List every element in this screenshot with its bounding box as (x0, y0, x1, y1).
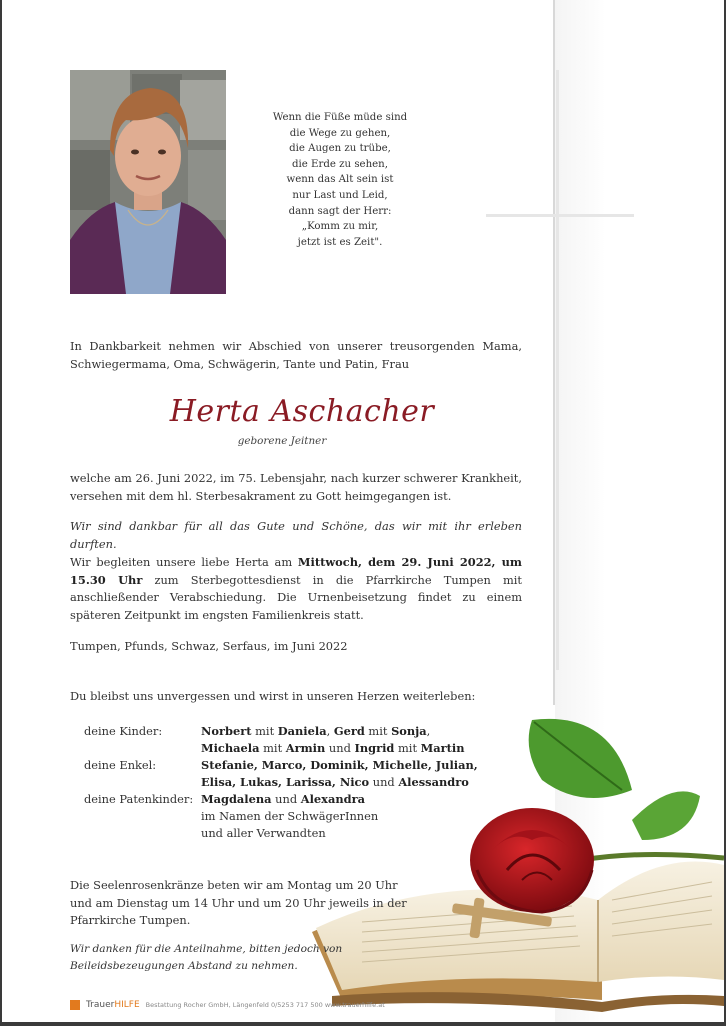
service-text-b: zum Sterbegottesdienst in die Pfarrkirche Tumpen mit anschließender Verabschiedung. Die Urnenbeisetzung findet zu einem späteren Zeitpunkt im engsten Familienkreis statt. (70, 572, 522, 622)
rosary-info: Die Seelenrosenkränze beten wir am Montag um 20 Uhr und am Dienstag um 14 Uhr und um 20 Uhr jeweils in der Pfarrkirche Tumpen. (70, 878, 407, 927)
grandchildren-line-2: Elisa, Lukas, Larissa, Nico und Alessandro (201, 775, 469, 789)
poem-line: „Komm zu mir, (301, 221, 379, 233)
family-labels (84, 723, 204, 808)
deceased-name: Herta Aschacher (169, 394, 435, 429)
remembrance-text: Du bleibst uns unvergessen und wirst in unseren Herzen weiterleben: (70, 689, 476, 703)
intro-text: In Dankbarkeit nehmen wir Abschied von unserer treusorgenden Mama, Schwiegermama, Oma, Schwägerin, Tante und Patin, Frau (70, 339, 522, 371)
cross-vertical-bar (556, 70, 559, 670)
cross-horizontal-bar (486, 214, 634, 217)
maiden-name: geborene Jeitner (237, 435, 327, 447)
trauerhilfe-logo: TrauerHILFE (86, 1000, 140, 1010)
poem-line: nur Last und Leid, (292, 189, 388, 201)
thanks-note: Wir danken für die Anteilnahme, bitten jedoch von Beileidsbezeugungen Abstand zu nehmen. (70, 943, 343, 972)
poem-line: Wenn die Füße müde sind (272, 112, 408, 123)
service-date: Mittwoch, dem 29. Juni 2022, um 15.30 Uhr (70, 555, 522, 587)
children-label: deine Kinder: (84, 724, 163, 738)
children-line-2: Michaela mit Armin und Ingrid mit Martin (201, 741, 465, 755)
gratitude-text: Wir sind dankbar für all das Gute und Schöne, das wir mit ihr erleben durften. (70, 519, 522, 551)
service-text-a: Wir begleiten unsere liebe Herta am (70, 555, 298, 569)
child-name: Armin (285, 741, 326, 755)
grandchildren-line-1: Stefanie, Marco, Dominik, Michelle, Julian, (201, 758, 478, 772)
godchildren-label: deine Patenkinder: (84, 792, 194, 806)
portrait-illustration (70, 70, 226, 294)
in-name-line: im Namen der SchwägerInnen (201, 809, 379, 823)
poem-line: die Augen zu trübe, (289, 143, 391, 155)
grandchildren-label: deine Enkel: (84, 758, 157, 772)
parte-page (2, 0, 724, 1022)
trauerhilfe-logo-icon (70, 1000, 80, 1010)
poem-line: dann sagt der Herr: (288, 205, 392, 217)
poem-line: jetzt ist es Zeit". (297, 236, 383, 248)
poem (246, 110, 434, 250)
page-fold-line (553, 0, 555, 705)
footer (70, 998, 490, 1012)
footer-details: Bestattung Rocher GmbH, Längenfeld 0/5253 717 500 www.trauerhilfe.at (145, 1001, 385, 1009)
child-name: Norbert (201, 724, 252, 738)
child-name: Martin (420, 741, 465, 755)
poem-line: wenn das Alt sein ist (286, 174, 394, 186)
rose-book-illustration (302, 700, 724, 1022)
portrait-photo (70, 70, 226, 294)
poem-line: die Wege zu gehen, (289, 127, 391, 139)
death-notice: welche am 26. Juni 2022, im 75. Lebensjahr, nach kurzer schwerer Krankheit, versehen mit dem hl. Sterbesakrament zu Gott heimgegangen ist. (70, 471, 522, 503)
service-info (70, 554, 522, 624)
child-name: Michaela (201, 741, 260, 755)
child-name: Daniela (277, 724, 327, 738)
child-name: Sonja (391, 724, 427, 738)
relatives-line: und aller Verwandten (201, 826, 326, 840)
child-name: Ingrid (354, 741, 395, 755)
place-date: Tumpen, Pfunds, Schwaz, Serfaus, im Juni 2022 (70, 639, 348, 653)
poem-line: die Erde zu sehen, (292, 158, 388, 170)
child-name: Gerd (333, 724, 365, 738)
children-line-1: Norbert mit Daniela, Gerd mit Sonja, (201, 724, 431, 738)
godchildren-line: Magdalena und Alexandra (201, 792, 365, 806)
